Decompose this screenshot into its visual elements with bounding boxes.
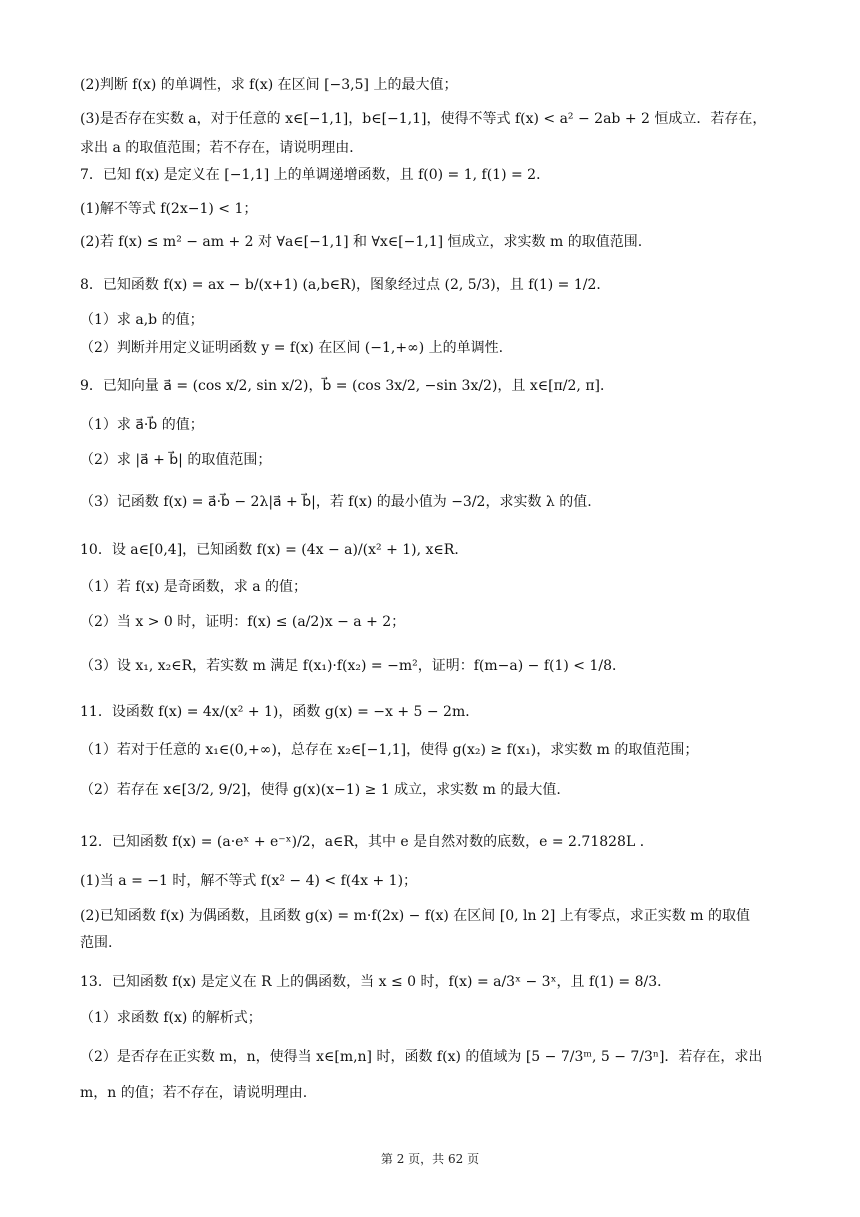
text-line: 求出 a 的取值范围；若不存在，请说明理由． (80, 140, 364, 156)
text-line: 7．已知 f(x) 是定义在 [−1,1] 上的单调递增函数，且 f(0) = 1, f(1) = 2． (80, 167, 551, 183)
text-line: （2）判断并用定义证明函数 y = f(x) 在区间 (−1,+∞) 上的单调性. (80, 340, 504, 356)
text-line: （2）是否存在正实数 m，n，使得当 x∈[m,n] 时，函数 f(x) 的值域为 [5 − 7/3ᵐ, 5 − 7/3ⁿ]．若存在，求出 (80, 1049, 763, 1065)
page-footer: 第 2 页，共 62 页 (380, 1152, 480, 1166)
text-line: （1）若对于任意的 x₁∈(0,+∞)，总存在 x₂∈[−1,1]，使得 g(x₂) ≥ f(x₁)，求实数 m 的取值范围； (80, 742, 699, 758)
text-line: (2)判断 f(x) 的单调性，求 f(x) 在区间 [−3,5] 上的最大值； (80, 77, 458, 93)
text-line: （3）设 x₁, x₂∈R，若实数 m 满足 f(x₁)·f(x₂) = −m²，证明：f(m−a) − f(1) < 1/8． (80, 658, 626, 674)
text-line: (3)是否存在实数 a，对于任意的 x∈[−1,1]，b∈[−1,1]，使得不等式 f(x) < a² − 2ab + 2 恒成立．若存在， (80, 111, 767, 127)
text-line: 12．已知函数 f(x) = (a·eˣ + e⁻ˣ)/2，a∈R，其中 e 是自然对数的底数，e = 2.71828L ． (80, 834, 654, 850)
text-line: 10．设 a∈[0,4]，已知函数 f(x) = (4x − a)/(x² + 1), x∈R． (80, 542, 469, 558)
text-line: 8．已知函数 f(x) = ax − b/(x+1) (a,b∈R)，图象经过点 (2, 5/3)，且 f(1) = 1/2． (80, 277, 611, 293)
text-line: (1)解不等式 f(2x−1) < 1； (80, 201, 258, 217)
text-line: （3）记函数 f(x) = a⃗·b⃗ − 2λ|a⃗ + b⃗|，若 f(x) 的最小值为 −3/2，求实数 λ 的值. (80, 494, 592, 510)
text-line: (2)已知函数 f(x) 为偶函数，且函数 g(x) = m·f(2x) − f(x) 在区间 [0, ln 2] 上有零点，求正实数 m 的取值 (80, 908, 750, 924)
text-line: （2）求 |a⃗ + b⃗| 的取值范围； (80, 452, 272, 468)
text-line: 9．已知向量 a⃗ = (cos x/2, sin x/2)，b⃗ = (cos 3x/2, −sin 3x/2)，且 x∈[π/2, π]． (80, 378, 614, 394)
text-line: m，n 的值；若不存在，请说明理由. (80, 1085, 308, 1101)
text-line: （1）求 a⃗·b⃗ 的值； (80, 417, 204, 433)
text-line: （1）若 f(x) 是奇函数，求 a 的值； (80, 579, 308, 595)
text-line: 13．已知函数 f(x) 是定义在 R 上的偶函数，当 x ≤ 0 时，f(x) = a/3ˣ − 3ˣ，且 f(1) = 8/3． (80, 974, 672, 990)
text-line: （2）若存在 x∈[3/2, 9/2]，使得 g(x)(x−1) ≥ 1 成立，求实数 m 的最大值. (80, 782, 561, 798)
text-line: (2)若 f(x) ≤ m² − am + 2 对 ∀a∈[−1,1] 和 ∀x∈[−1,1] 恒成立，求实数 m 的取值范围. (80, 234, 643, 250)
text-line: （2）当 x > 0 时，证明：f(x) ≤ (a/2)x − a + 2； (80, 614, 406, 630)
text-line: （1）求函数 f(x) 的解析式； (80, 1010, 262, 1026)
text-line: 11．设函数 f(x) = 4x/(x² + 1)，函数 g(x) = −x + 5 − 2m． (80, 704, 480, 720)
text-line: （1）求 a,b 的值； (80, 312, 204, 328)
text-line: (1)当 a = −1 时，解不等式 f(x² − 4) < f(4x + 1)； (80, 873, 418, 889)
text-line: 范围. (80, 935, 113, 951)
